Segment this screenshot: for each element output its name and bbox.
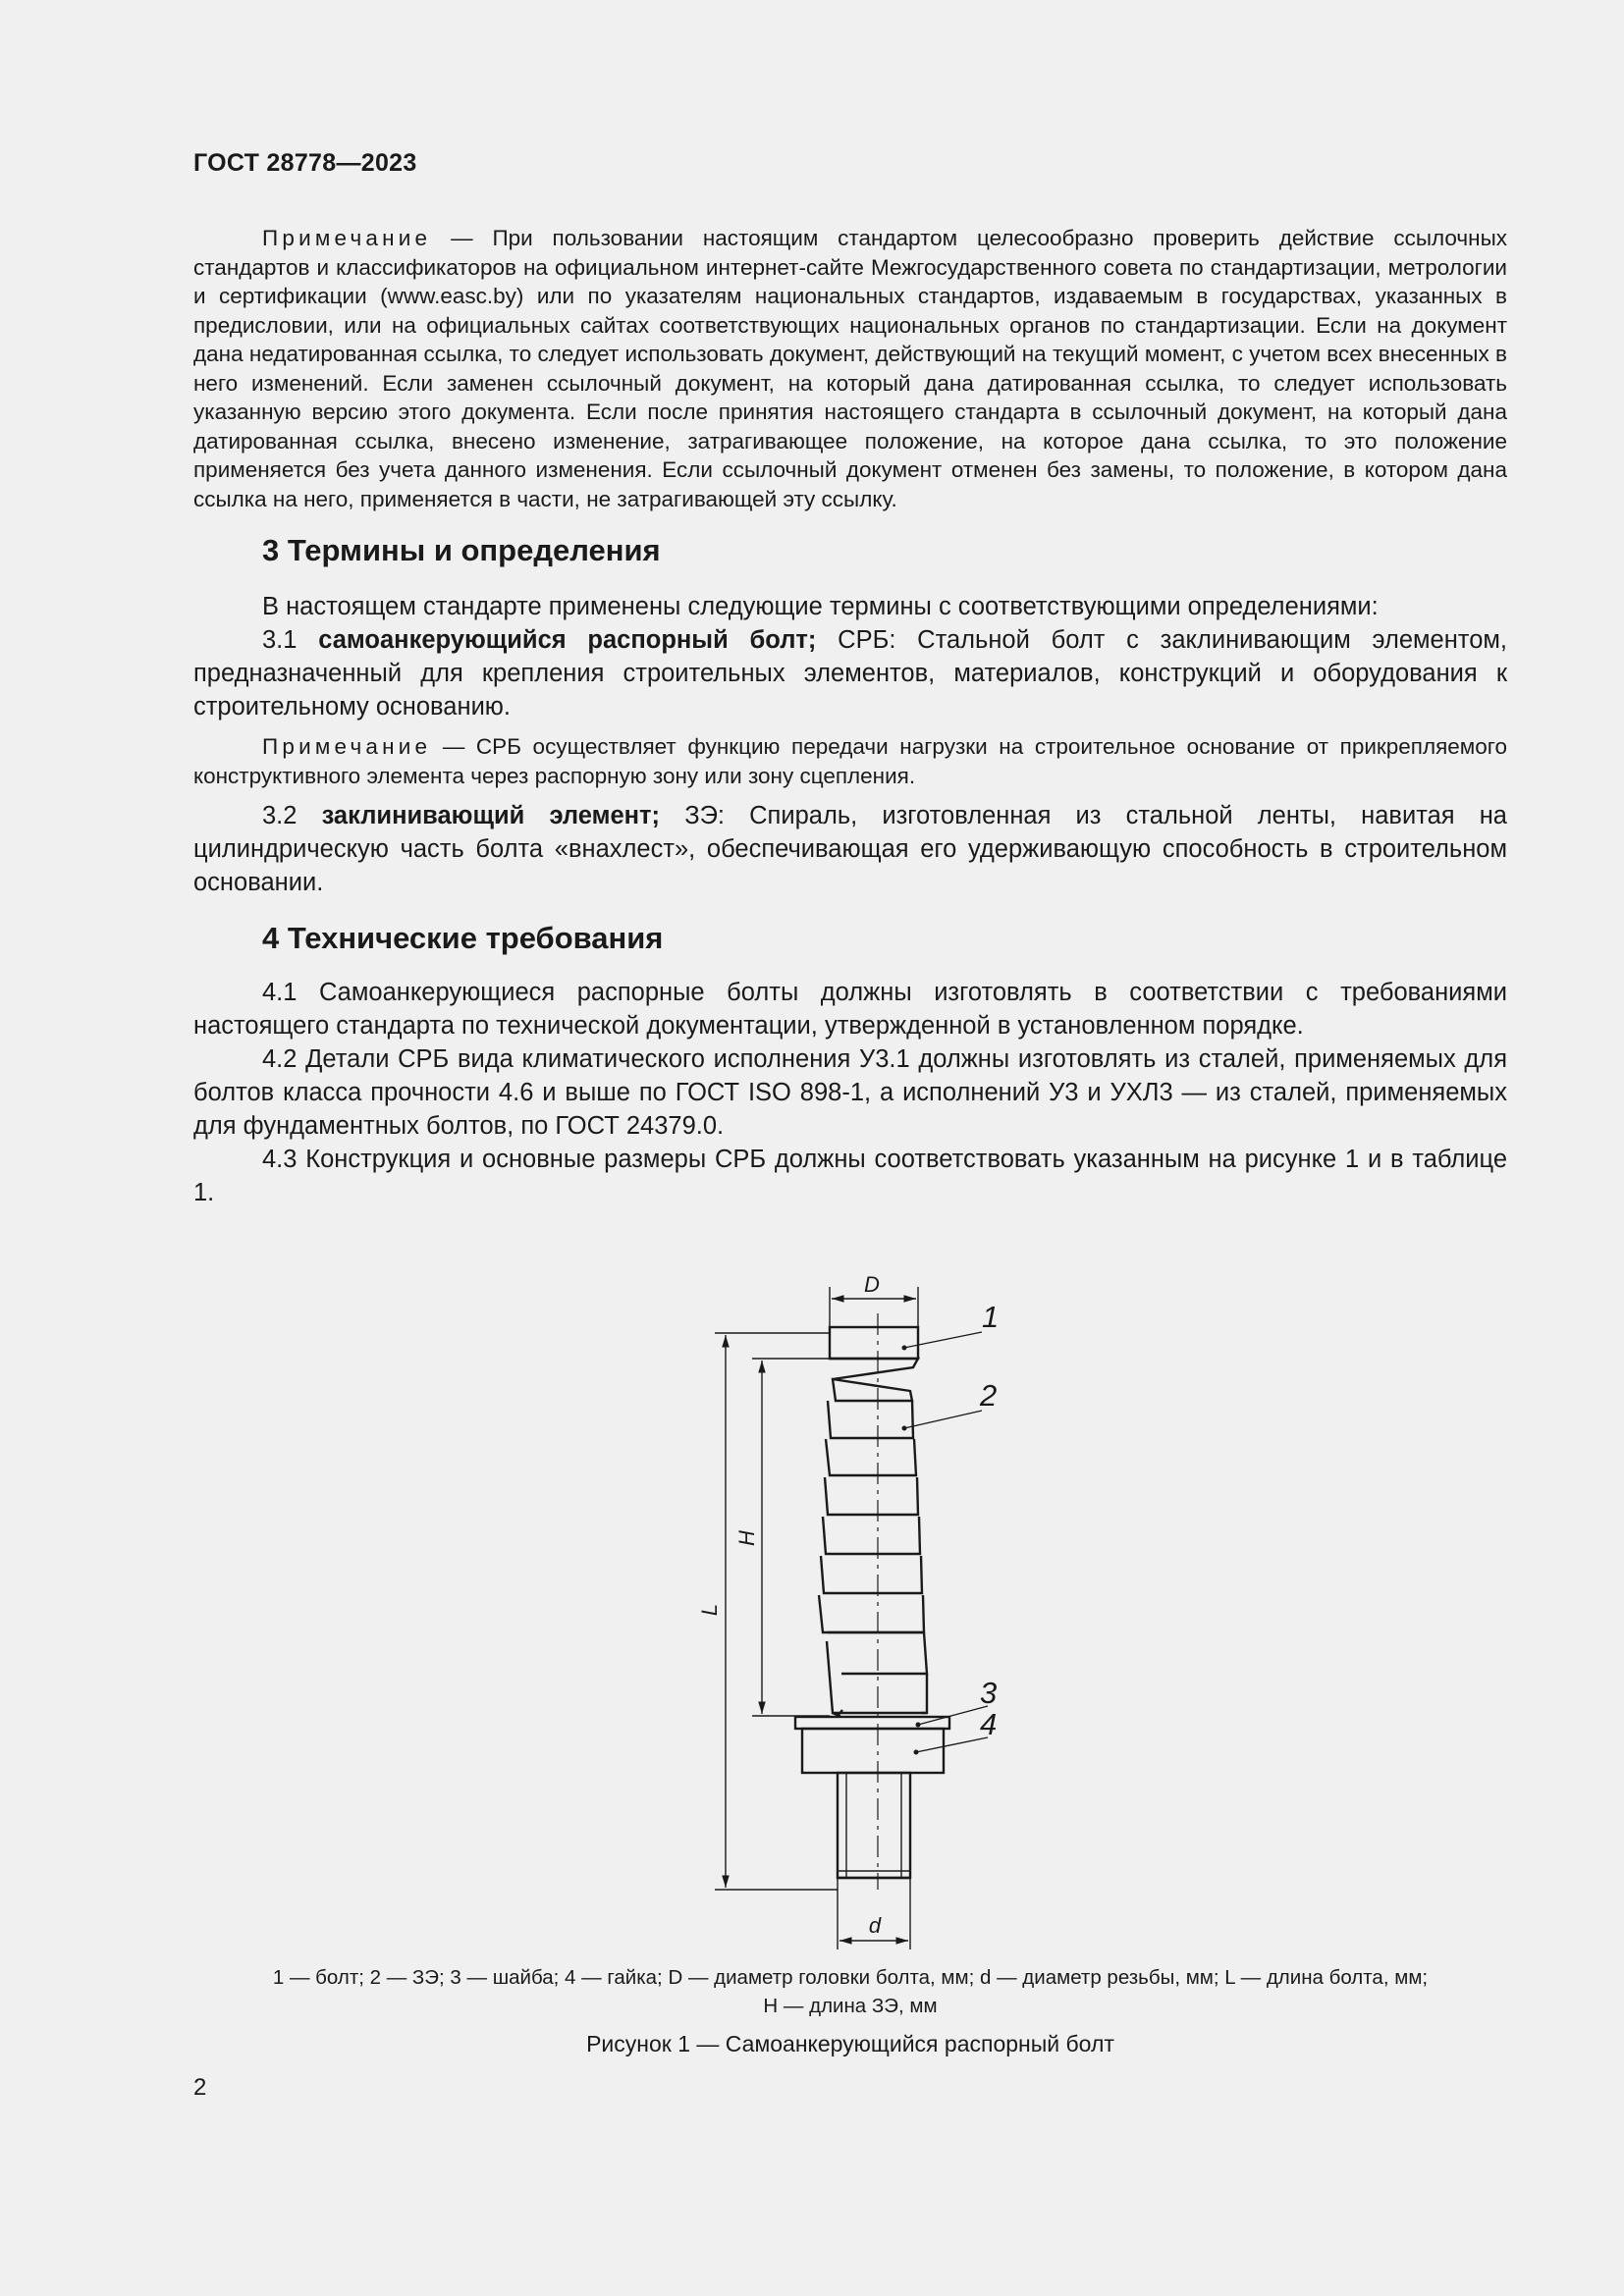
- callout-4: 4: [980, 1707, 998, 1741]
- dimension-L: [715, 1333, 838, 1890]
- reference-note: [193, 224, 1507, 513]
- callout-leaders: [904, 1332, 988, 1752]
- term-number: 3.2: [262, 802, 322, 829]
- figure-caption: Рисунок 1 — Самоанкерующийся распорный болт: [586, 2031, 1114, 2056]
- callout-2: 2: [980, 1378, 998, 1413]
- figure-labels: [697, 1272, 999, 1938]
- note-text: — СРБ осуществляет функцию передачи нагрузки на строительное основание от прикрепляемого конструктивного элемента через распорную зону или зону сцепления.: [193, 734, 1507, 788]
- document-header: ГОСТ 28778—2023: [193, 149, 417, 177]
- page-number: 2: [193, 2074, 207, 2101]
- label-L: L: [697, 1603, 722, 1617]
- note-text: — При пользовании настоящим стандартом целесообразно проверить действие ссылочных стандартов и классификаторов на официальном интернет-сайте Межгосударственного совета по стандартизации, метрологии и сертификации (www.easc.by) или по указателям национальных стандартов, издаваемым в государствах, указанных в предисловии, или на официальных сайтах соответствующих национальных органов по стандартизации. Если на документ дана недатированная ссылка, то следует использовать документ, действующий на текущий момент, с учетом всех внесенных в него изменений. Если заменен ссылочный документ, на который дана датированная ссылка, то следует использовать указанную версию этого документа. Если после принятия настоящего стандарта в ссылочный документ, на который дана датированная ссылка, внесено изменение, затрагивающее положение, на которое дана ссылка, то это положение применяется без учета данного изменения. Если ссылочный документ отменен без замены, то положение, в котором дана ссылка на него, применяется в части, не затрагивающей эту ссылку.: [193, 226, 1507, 511]
- term-name: самоанкерующийся распорный болт;: [318, 626, 817, 654]
- note-label: Примечание: [262, 734, 432, 759]
- label-H: H: [734, 1530, 759, 1546]
- bolt-drawing: [715, 1287, 988, 1949]
- label-d: d: [868, 1913, 882, 1938]
- term-definition: СРБ: Стальной болт с заклинивающим элементом, предназначенный для крепления строительных элементов, материалов, конструкций и оборудования к строительному основанию.: [193, 626, 1507, 721]
- legend-line-1: 1 — болт; 2 — ЗЭ; 3 — шайба; 4 — гайка; D — диаметр головки болта, мм; d — диаметр резьбы, мм; L — длина болта, мм;: [272, 1966, 1429, 1989]
- clause-4-3: 4.3 Конструкция и основные размеры СРБ должны соответствовать указанным на рисунке 1 и в таблице 1.: [193, 1146, 1507, 1206]
- figure-legend: [193, 1963, 1507, 2020]
- term-3-1: [193, 623, 1507, 723]
- term-3-2: [193, 799, 1507, 899]
- dimension-H: [752, 1359, 830, 1716]
- term-name: заклинивающий элемент;: [321, 802, 661, 829]
- section-3-title: 3 Термины и определения: [262, 533, 661, 567]
- label-D: D: [864, 1272, 880, 1297]
- term-number: 3.1: [262, 626, 319, 654]
- bolt-head: [830, 1327, 918, 1359]
- clause-4-2: 4.2 Детали СРБ вида климатического исполнения У3.1 должны изготовлять из сталей, применяемых для болтов класса прочности 4.6 и выше по ГОСТ ISO 898-1, а исполнений У3 и УХЛ3 — из сталей, применяемых для фундаментных болтов, по ГОСТ 24379.0.: [193, 1045, 1507, 1140]
- clause-4-1: 4.1 Самоанкерующиеся распорные болты должны изготовлять в соответствии с требованиями настоящего стандарта по технической документации, утвержденной в установленном порядке.: [193, 979, 1507, 1040]
- threaded-shank: [838, 1773, 910, 1878]
- section-4-title: 4 Технические требования: [262, 921, 664, 955]
- wedge-element-spiral: [819, 1359, 927, 1718]
- bolt-figure: [0, 1266, 1624, 1963]
- note-label: Примечание: [262, 226, 432, 250]
- section-3-intro: В настоящем стандарте применены следующие термины с соответствующими определениями:: [262, 593, 1379, 620]
- legend-line-2: H — длина ЗЭ, мм: [763, 1995, 938, 2017]
- term-note: [193, 732, 1507, 790]
- callout-3: 3: [980, 1676, 998, 1710]
- term-definition: ЗЭ: Спираль, изготовленная из стальной ленты, навитая на цилиндрическую часть болта «внахлест», обеспечивающая его удерживающую способность в строительном основании.: [193, 802, 1507, 896]
- callout-1: 1: [982, 1300, 1000, 1334]
- page-content: [193, 224, 1507, 1209]
